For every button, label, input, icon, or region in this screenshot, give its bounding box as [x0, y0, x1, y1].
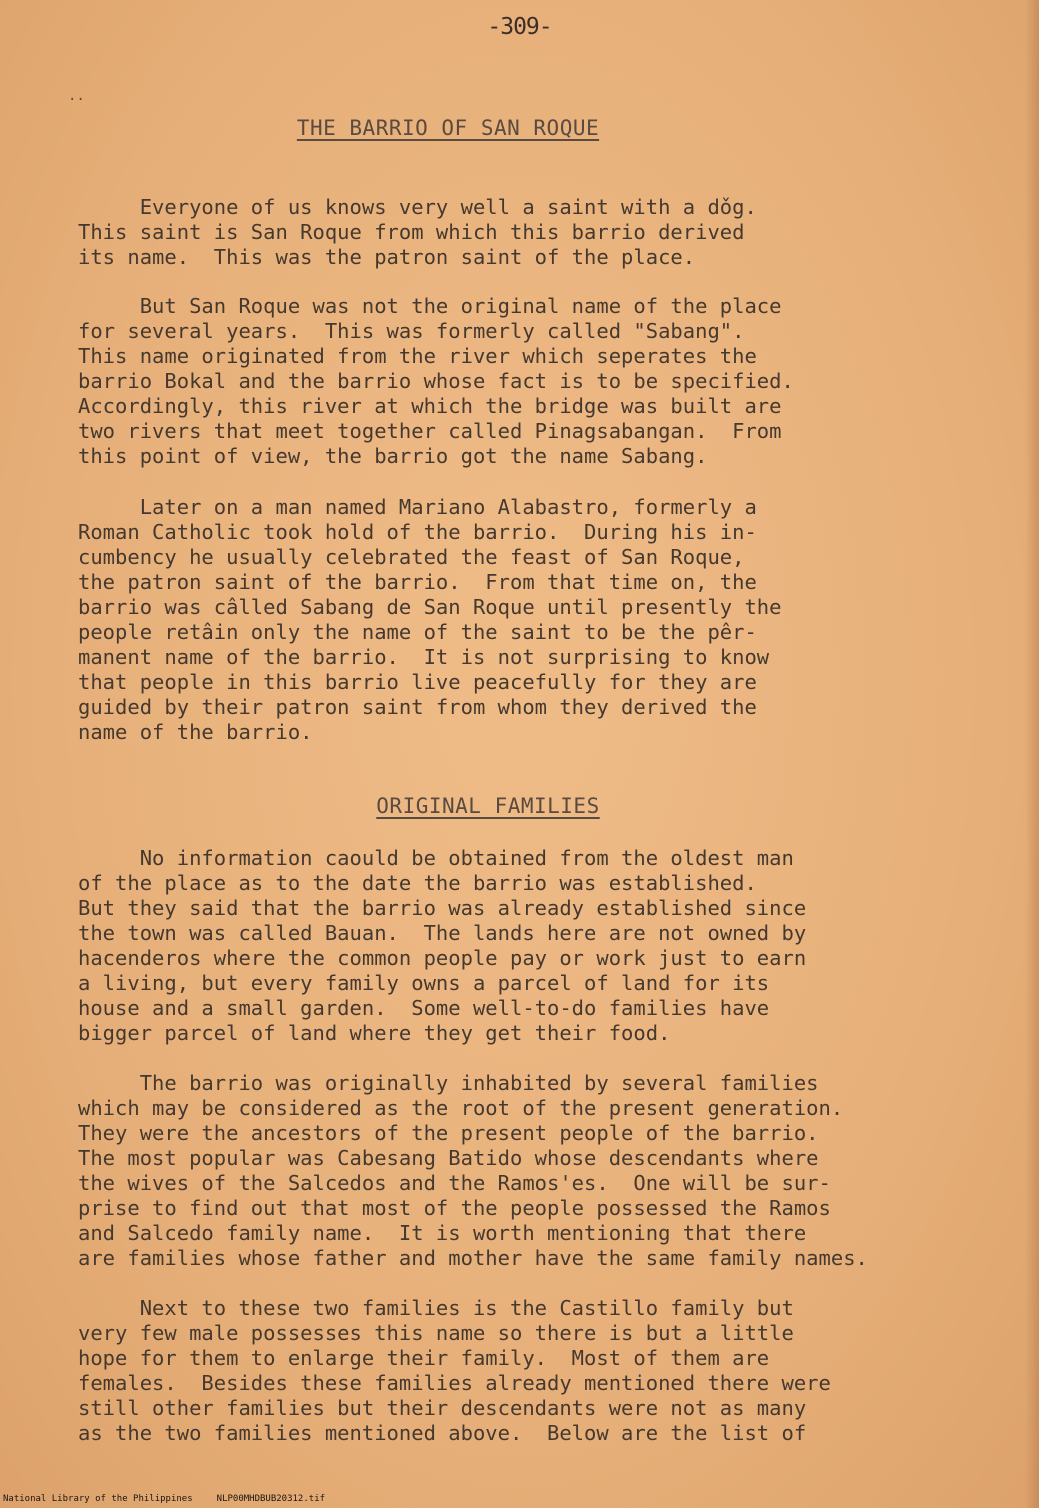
paragraph: Next to these two families is the Castillo family but very few male possesses this name so there is but a little hope for them to enlarge their family. Most of them are females. Besides these families already mentioned there were still other families but their descendants were not as many as the two families mentioned above. Below are the list of [78, 1296, 831, 1445]
page-number: -309- [487, 14, 552, 40]
section-heading-barrio: THE BARRIO OF SAN ROQUE [296, 116, 600, 140]
scan-footer [3, 1494, 349, 1504]
paragraph: The barrio was originally inhabited by several families which may be considered as the root of the present generation. They were the ancestors of the present people of the barrio. The most popular was Cabesang Batido whose descendants where the wives of the Salcedos and the Ramos'es. One will be sur- prise to find out that most of the people possessed the Ramos and Salcedo family name. It is worth mentioning that there are families whose father and mother have the same family names. [78, 1071, 868, 1270]
paragraph: But San Roque was not the original name of the place for several years. This was formerly called "Sabang". This name originated from the river which seperates the barrio Bokal and the barrio whose fact is to be specified. Accordingly, this river at which the bridge was built are two rivers that meet together called Pinagsabangan. From this point of view, the barrio got the name Sabang. [78, 294, 794, 468]
footer-filename: NLP00MHDBUB20312.tif [216, 1494, 326, 1504]
paragraph: Everyone of us knows very well a saint with a dǒg. This saint is San Roque from which this barrio derived its name. This was the patron saint of the place. [78, 195, 757, 269]
section-heading-families: ORIGINAL FAMILIES [376, 794, 600, 818]
paragraph: No information caould be obtained from the oldest man of the place as to the date the barrio was established. But they said that the barrio was already established since the town was called Bauan. The lands here are not owned by hacenderos where the common people pay or work just to earn a living, but every family owns a parcel of land for its house and a small garden. Some well-to-do families have bigger parcel of land where they get their food. [78, 846, 807, 1045]
footer-source: National Library of the Philippines [3, 1494, 193, 1504]
paragraph: Later on a man named Mariano Alabastro, formerly a Roman Catholic took hold of the barrio. During his in- cumbency he usually celebrated the feast of San Roque, the patron saint of the barrio. From that time on, the barrio was câlled Sabang de San Roque until presently the people retâin only the name of the saint to be the pêr- manent name of the barrio. It is not surprising to know that people in this barrio live peacefully for they are guided by their patron saint from whom they derived the name of the barrio. [78, 495, 782, 744]
stray-mark: ·· [68, 92, 85, 108]
